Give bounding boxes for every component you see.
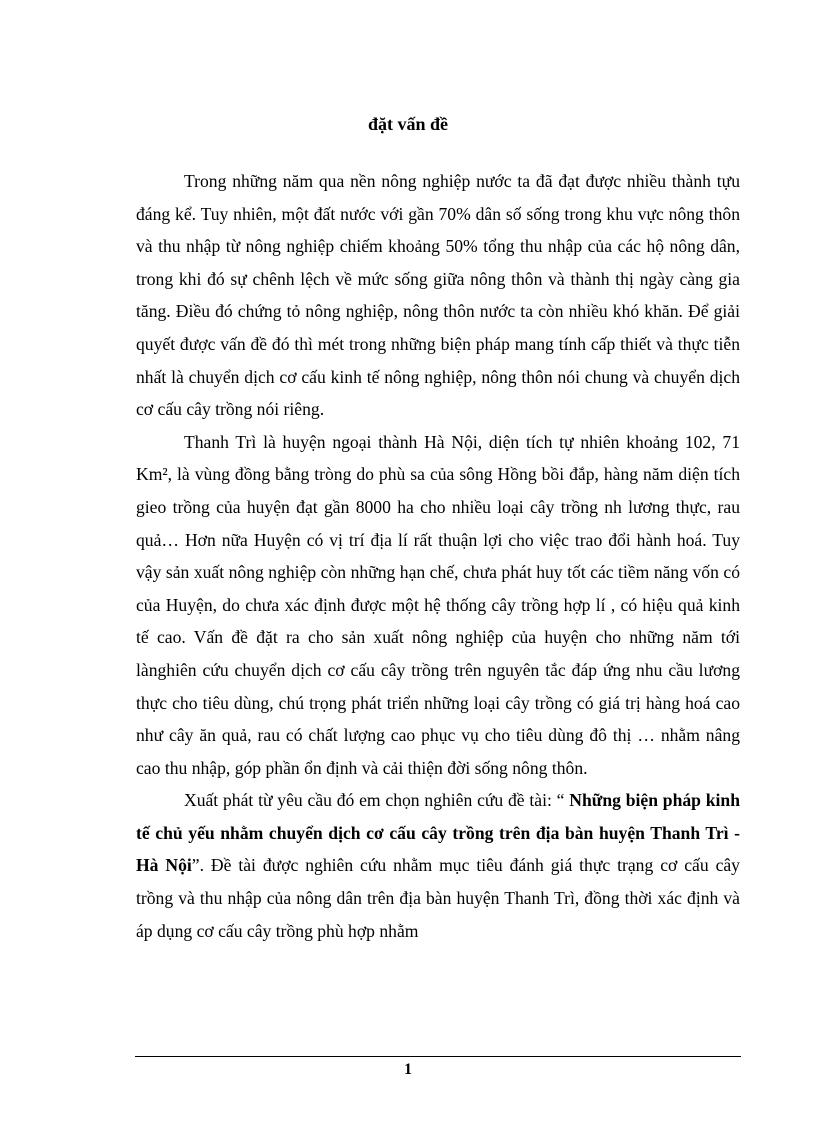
paragraph-1-text: Trong những năm qua nền nông nghiệp nước ta đã đạt được nhiều thành tựu đáng kể. Tuy nhiên, một đất nước với gần 70% dân số sống trong khu vực nông thôn và thu nhập từ nông nghiệp chiếm khoảng 50% tổng thu nhập của các hộ nông dân, trong khi đó sự chênh lệch về mức sống giữa nông thôn và thành thị ngày càng gia tăng. Điều đó chứng tỏ nông nghiệp, nông thôn nước ta còn nhiều khó khăn. Để giải quyết được vấn đề đó thì mét trong những biện pháp mang tính cấp thiết và thực tiễn nhất là chuyển dịch cơ cấu kinh tế nông nghiệp, nông thôn nói chung và chuyển dịch cơ cấu cây trồng nói riêng. — [136, 171, 740, 420]
page-number: 1 — [404, 1061, 412, 1078]
paragraph-2 — [136, 426, 740, 785]
document-title: đặt vấn đề — [367, 114, 448, 134]
footer-divider — [135, 1056, 741, 1057]
paragraph-3 — [136, 784, 740, 947]
thesis-topic-title: Những biện pháp kinh tế chủ yếu nhằm chuyển dịch cơ cấu cây trồng trên địa bàn huyện Thanh Trì - Hà Nội — [136, 790, 740, 876]
paragraph-3-intro: Xuất phát từ yêu cầu đó em chọn nghiên cứu đề tài: “ — [184, 790, 570, 811]
paragraph-3-rest: ”. Đề tài được nghiên cứu nhằm mục tiêu đánh giá thực trạng cơ cấu cây trồng và thu nhập của nông dân trên địa bàn huyện Thanh Trì, đồng thời xác định và áp dụng cơ cấu cây trồng phù hợp nhằm — [136, 855, 740, 941]
paragraph-1 — [136, 165, 740, 426]
document-body — [136, 165, 740, 947]
paragraph-2-text: Thanh Trì là huyện ngoại thành Hà Nội, diện tích tự nhiên khoảng 102, 71 Km², là vùng đồng bằng tròng do phù sa của sông Hồng bồi đắp, hàng năm diện tích gieo trồng của huyện đạt gần 8000 ha cho nhiều loại cây trồng nh lương thực, rau quả… Hơn nữa Huyện có vị trí địa lí rất thuận lợi cho việc trao đổi hành hoá. Tuy vậy sản xuất nông nghiệp còn những hạn chế, chưa phát huy tốt các tiềm năng vốn có của Huyện, do chưa xác định được một hệ thống cây trồng hợp lí , có hiệu quả kinh tế cao. Vấn đề đặt ra cho sản xuất nông nghiệp của huyện cho những năm tới lànghiên cứu chuyển dịch cơ cấu cây trồng trên nguyên tắc đáp ứng nhu cầu lương thực cho tiêu dùng, chú trọng phát triển những loại cây trồng có giá trị hàng hoá cao như cây ăn quả, rau có chất lượng cao phục vụ cho tiêu dùng đô thị … nhằm nâng cao thu nhập, góp phần ổn định và cải thiện đời sống nông thôn. — [136, 431, 740, 778]
